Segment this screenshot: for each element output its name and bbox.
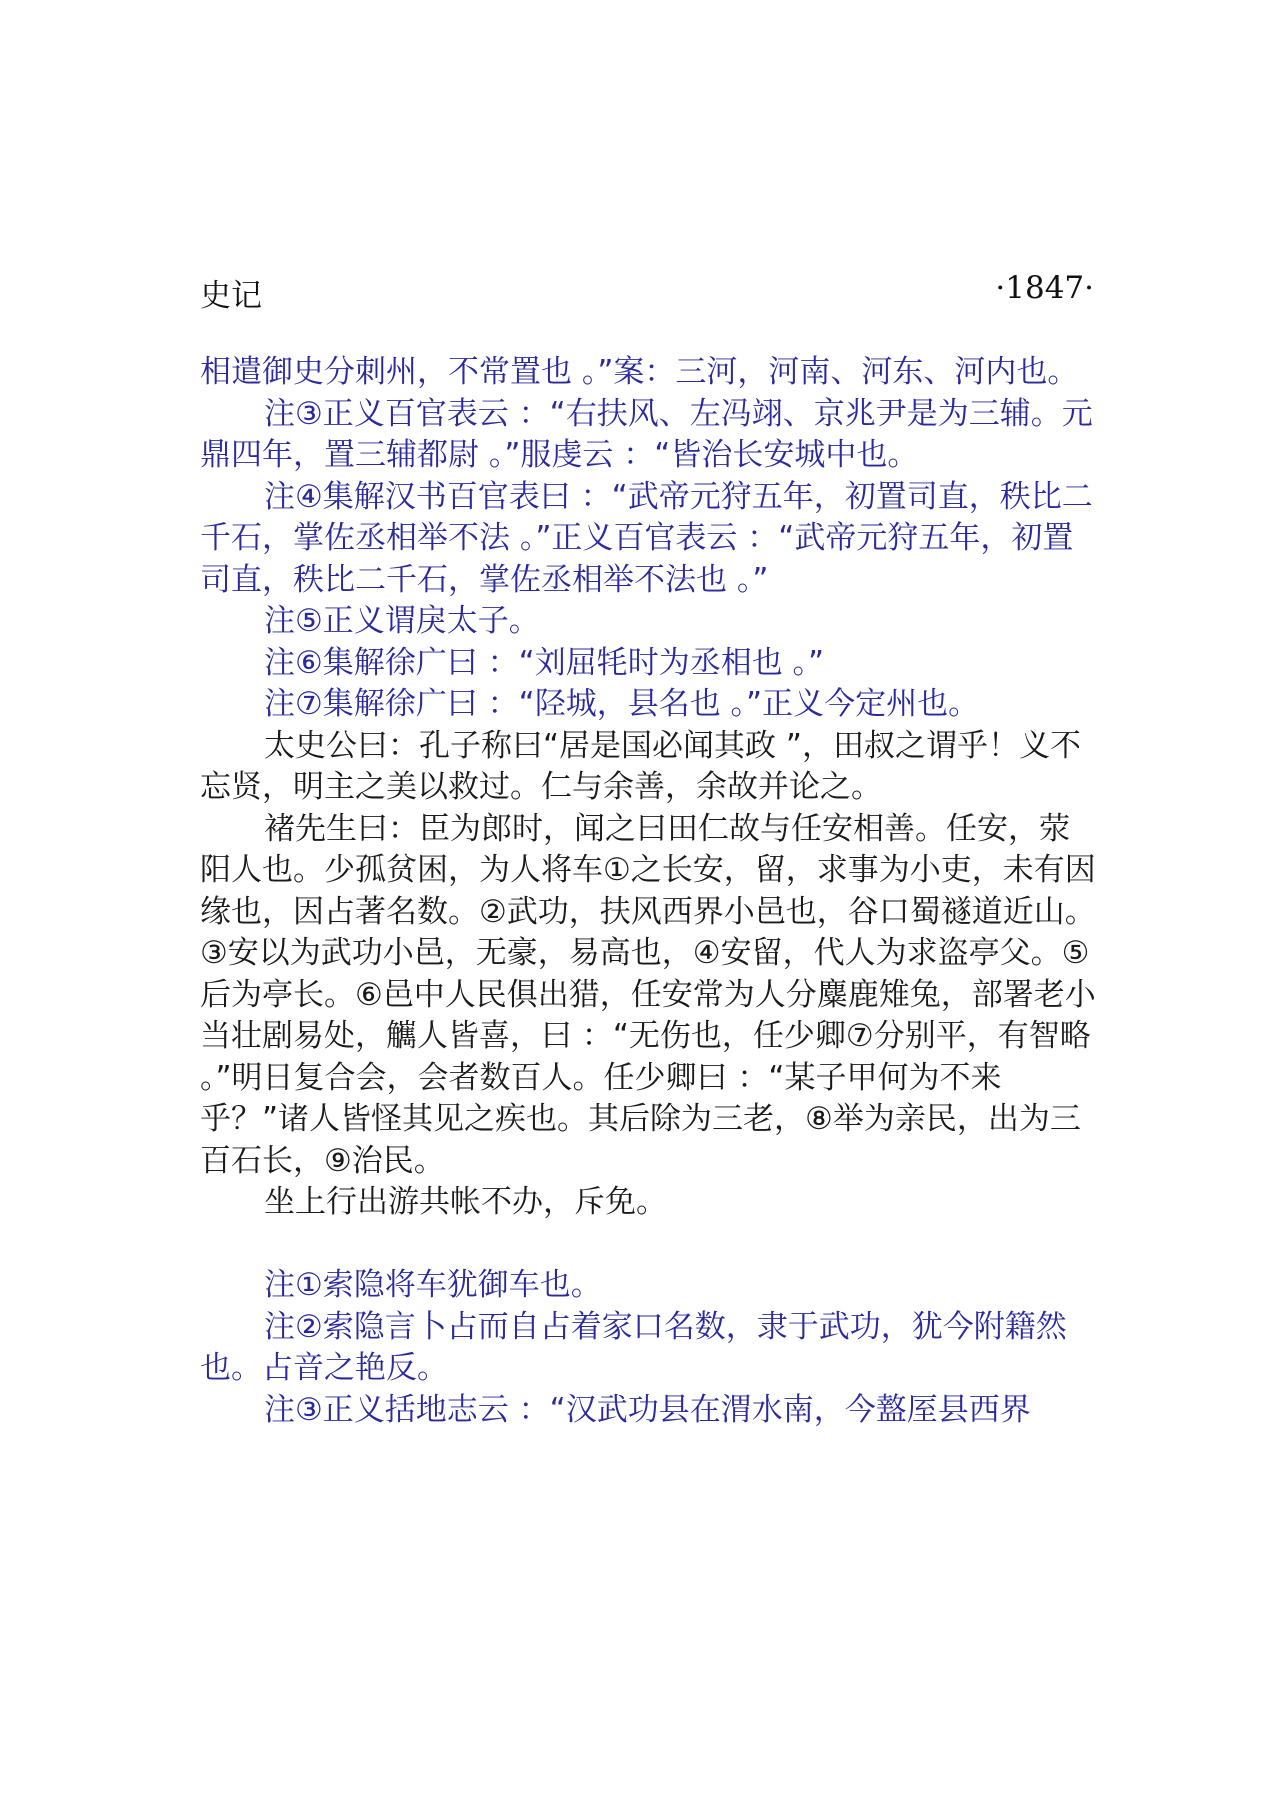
paragraph-note-1b: 注①索隐将车犹御车也。 (264, 1267, 602, 1303)
paragraph-note-4: 注④集解汉书百官表曰 ：“武帝元狩五年，初置司直，秩比二千石，掌佐丞相举不法 。”正义百官表云 ：“武帝元狩五年，初置司直，秩比二千石，掌佐丞相举不法也 。” (200, 478, 1093, 598)
body-text (200, 352, 1100, 1431)
book-title: 史记 (200, 278, 262, 314)
paragraph-taishigong: 太史公曰：孔子称曰“居是国必闻其政 ”，田叔之谓乎！义不忘贤，明主之美以救过。仁与余善，余故并论之。 (200, 727, 1081, 805)
page-number: ·1847· (995, 270, 1094, 306)
paragraph-note-3b: 注③正义括地志云 ：“汉武功县在渭水南，今盩厔县西界 (264, 1391, 1031, 1428)
paragraph-note-2b: 注②索隐言卜占而自占着家口名数，隶于武功，犹今附籍然也。占音之艳反。 (200, 1308, 1067, 1386)
paragraph-chu-xiansheng: 褚先生曰：臣为郎时，闻之曰田仁故与任安相善。任安，荥阳人也。少孤贫困，为人将车①之长安，留，求事为小吏，未有因缘也，因占著名数。②武功，扶风西界小邑也，谷口蜀禭道近山。③安以为武功小邑，无豪，易高也，④安留，代人为求盗亭父。⑤后为亭长。⑥邑中人民俱出猎，任安常为人分麋鹿雉兔，部署老小当壮剧易处，觽人皆喜，曰 ：“无伤也，任少卿⑦分别平，有智略 。”明日复合会，会者数百人。任少卿曰 ：“某子甲何为不来乎？”诸人皆怪其见之疾也。其后除为三老，⑧举为亲民，出为三百石长，⑨治民。 (200, 810, 1096, 1179)
paragraph-note-3: 注③正义百官表云 ：“右扶风、左冯翊、京兆尹是为三辅。元鼎四年，置三辅都尉 。”服虔云 ：“皆治长安城中也。 (200, 395, 1093, 473)
paragraph-note-continuation: 相遣御史分刺州，不常置也 。”案：三河，河南、河东、河内也。 (200, 354, 1079, 390)
paragraph-dismissal: 坐上行出游共帐不办，斥免。 (264, 1184, 667, 1220)
page-header (200, 270, 1094, 314)
paragraph-spacer (200, 1224, 1100, 1266)
paragraph-note-6: 注⑥集解徐广曰 ：“刘屈牦时为丞相也 。” (264, 644, 825, 681)
paragraph-note-5: 注⑤正义谓戾太子。 (264, 603, 540, 639)
paragraph-note-7: 注⑦集解徐广曰 ：“陉城，县名也 。”正义今定州也。 (264, 686, 980, 722)
